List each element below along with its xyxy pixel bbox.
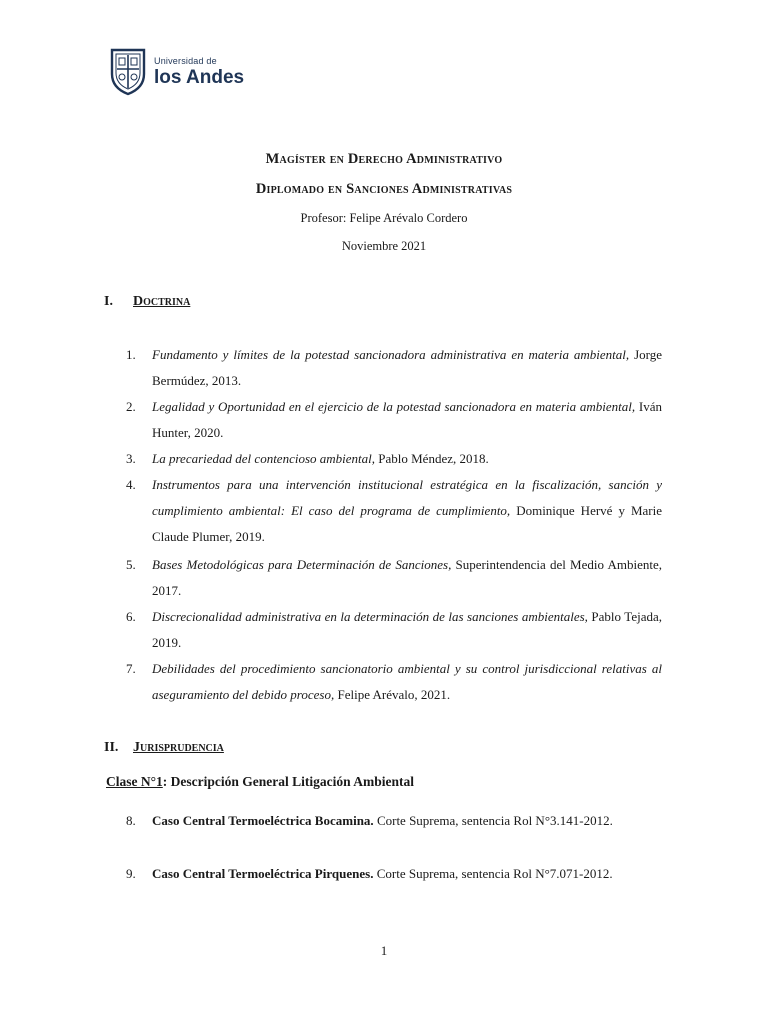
logo-wordmark bbox=[154, 57, 244, 87]
item-author: Dominique Hervé y Marie Claude Plumer, 2019. bbox=[152, 503, 662, 544]
item-author: Jorge Bermúdez, 2013. bbox=[152, 347, 662, 388]
section-number: I. bbox=[104, 294, 113, 309]
doctrina-item bbox=[126, 604, 662, 656]
section-number: II. bbox=[104, 740, 119, 755]
section-jurisprudencia-heading bbox=[104, 740, 224, 756]
professor-line: Profesor: Felipe Arévalo Cordero bbox=[300, 211, 468, 225]
section-label: Jurisprudencia bbox=[133, 740, 224, 755]
doctrina-item bbox=[126, 394, 662, 446]
logo-line-2: los Andes bbox=[154, 67, 245, 88]
item-number: 6. bbox=[126, 609, 136, 624]
item-citation: Corte Suprema, sentencia Rol N°7.071-2012. bbox=[373, 866, 613, 881]
clase-label: Clase N°1 bbox=[106, 774, 163, 789]
item-title: Legalidad y Oportunidad en el ejercicio de la potestad sancionadora en materia ambiental, bbox=[152, 399, 636, 414]
clase-heading bbox=[106, 774, 414, 790]
doctrina-item bbox=[126, 446, 662, 472]
date-line: Noviembre 2021 bbox=[341, 239, 427, 253]
clase-title: : Descripción General Litigación Ambiental bbox=[162, 774, 415, 789]
item-number: 8. bbox=[126, 813, 136, 828]
item-author: Felipe Arévalo, 2021. bbox=[334, 687, 451, 702]
university-logo bbox=[110, 44, 244, 100]
section-label: Doctrina bbox=[133, 294, 191, 309]
jurisprudencia-item bbox=[126, 808, 662, 834]
item-number: 3. bbox=[126, 451, 136, 466]
doctrina-item bbox=[126, 342, 662, 394]
item-title: La precariedad del contencioso ambiental, bbox=[152, 451, 376, 466]
item-number: 9. bbox=[126, 866, 136, 881]
doctrina-item bbox=[126, 472, 662, 550]
item-number: 5. bbox=[126, 557, 136, 572]
item-number: 1. bbox=[126, 347, 136, 362]
item-author: Superintendencia del Medio Ambiente, 2017. bbox=[152, 557, 662, 598]
page-number: 1 bbox=[380, 943, 388, 958]
item-citation: Corte Suprema, sentencia Rol N°3.141-2012. bbox=[373, 813, 613, 828]
item-number: 2. bbox=[126, 399, 136, 414]
item-title: Debilidades del procedimiento sancionatorio ambiental y su control jurisdiccional relativas al aseguramiento del debido proceso, bbox=[152, 661, 662, 702]
program-title: Magíster en Derecho Administrativo bbox=[265, 151, 503, 167]
item-title: Caso Central Termoeléctrica Bocamina. bbox=[152, 813, 374, 828]
doctrina-item bbox=[126, 552, 662, 604]
crest-icon bbox=[110, 48, 146, 96]
jurisprudencia-item bbox=[126, 861, 662, 887]
item-title: Caso Central Termoeléctrica Pirquenes. bbox=[152, 866, 374, 881]
item-author: Iván Hunter, 2020. bbox=[152, 399, 662, 440]
section-doctrina-heading bbox=[104, 294, 190, 310]
item-title: Instrumentos para una intervención institucional estratégica en la fiscalización, sanción y cumplimiento ambiental: El caso del programa de cumplimiento, bbox=[152, 477, 662, 518]
item-author: Pablo Tejada, 2019. bbox=[152, 609, 662, 650]
item-number: 4. bbox=[126, 477, 136, 492]
diploma-title: Diplomado en Sanciones Administrativas bbox=[255, 181, 513, 197]
item-title: Bases Metodológicas para Determinación de Sanciones, bbox=[152, 557, 452, 572]
item-number: 7. bbox=[126, 661, 136, 676]
item-title: Fundamento y límites de la potestad sancionadora administrativa en materia ambiental, bbox=[152, 347, 630, 362]
item-author: Pablo Méndez, 2018. bbox=[375, 451, 489, 466]
logo-line-1: Universidad de bbox=[154, 56, 217, 66]
doctrina-item bbox=[126, 656, 662, 708]
item-title: Discrecionalidad administrativa en la determinación de las sanciones ambientales, bbox=[152, 609, 588, 624]
